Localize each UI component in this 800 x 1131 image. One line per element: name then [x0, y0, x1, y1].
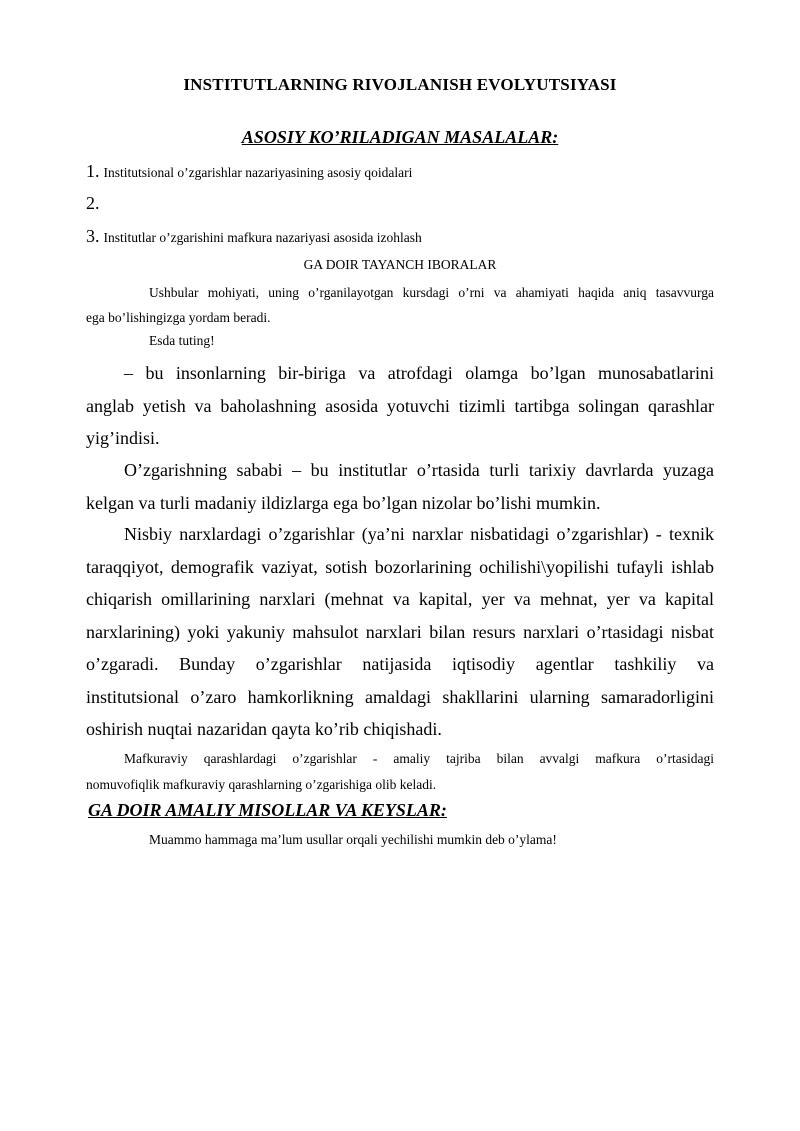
issue-text: Institutsional o’zgarishlar nazariyasining asosiy qoidalari: [103, 165, 413, 180]
issue-number: 2.: [86, 193, 100, 213]
paragraph-line: taraqqiyot, demografik vaziyat, sotish bozorlarining ochilishi\yopilishi tufayli ishlab: [86, 556, 714, 577]
paragraph-line: oshirish nuqtai nazaridan qayta ko’rib chiqishadi.: [86, 719, 442, 739]
paragraph-line: institutsional o’zaro hamkorlikning amaldagi shakllarini ularning samaradorligini: [86, 686, 714, 707]
paragraph-line: chiqarish omillarining narxlari (mehnat va kapital, yer va mehnat, yer va kapital: [86, 589, 714, 609]
issue-item-3: [86, 226, 422, 248]
issue-number: 1.: [86, 161, 100, 181]
document-title: INSTITUTLARNING RIVOJLANISH EVOLYUTSIYASI: [183, 75, 617, 94]
definition-paragraph: [86, 357, 714, 455]
closing-note: Muammo hammaga ma’lum usullar orqali yechilishi mumkin deb o’ylama!: [149, 832, 557, 847]
intro-line: Ushbular mohiyati, uning o’rganilayotgan kursdagi o’rni va ahamiyati haqida aniq tasavvurga: [149, 285, 714, 300]
issue-text: Institutlar o’zgarishini mafkura nazariyasi asosida izohlash: [103, 230, 422, 245]
issue-item-2: [86, 193, 104, 215]
paragraph-line: nomuvofiqlik mafkuraviy qarashlarning o’zgarishiga olib keladi.: [86, 777, 437, 792]
intro-line: ega bo’lishingizga yordam beradi.: [86, 310, 271, 325]
cause-paragraph: [86, 454, 714, 519]
intro-paragraph: [86, 280, 714, 330]
paragraph-line: Mafkuraviy qarashlardagi o’zgarishlar - amaliy tajriba bilan avvalgi mafkura o’rtasidagi: [124, 751, 714, 766]
key-terms-heading: GA DOIR TAYANCH IBORALAR: [303, 257, 497, 272]
paragraph-line: narxlarining) yoki yakuniy mahsulot narxlari bilan resurs narxlari o’rtasidagi nisbat: [86, 621, 714, 642]
paragraph-line: yig’indisi.: [86, 428, 160, 448]
paragraph-line: Nisbiy narxlardagi o’zgarishlar (ya’ni narxlar nisbatidagi o’zgarishlar) - texnik: [124, 524, 714, 544]
paragraph-line: – bu insonlarning bir-biriga va atrofdagi olamga bo’lgan munosabatlarini: [124, 363, 714, 383]
issue-number: 3.: [86, 226, 100, 246]
paragraph-line: o’zgaradi. Bunday o’zgarishlar natijasida iqtisodiy agentlar tashkiliy va: [86, 654, 714, 674]
section-heading-cases: GA DOIR AMALIY MISOLLAR VA KEYSLAR:: [88, 800, 447, 820]
ideology-paragraph: [86, 746, 714, 798]
paragraph-line: kelgan va turli madaniy ildizlarga ega bo’lgan nizolar bo’lishi mumkin.: [86, 492, 601, 513]
section-heading-main-issues: ASOSIY KO’RILADIGAN MASALALAR:: [241, 127, 559, 147]
issue-item-1: [86, 161, 412, 183]
remember-note: Esda tuting!: [149, 333, 215, 348]
relative-prices-paragraph: [86, 518, 714, 746]
paragraph-line: anglab yetish va baholashning asosida yotuvchi tizimli tartibga solingan qarashlar: [86, 395, 714, 416]
paragraph-line: O’zgarishning sababi – bu institutlar o’rtasida turli tarixiy davrlarda yuzaga: [124, 460, 714, 480]
